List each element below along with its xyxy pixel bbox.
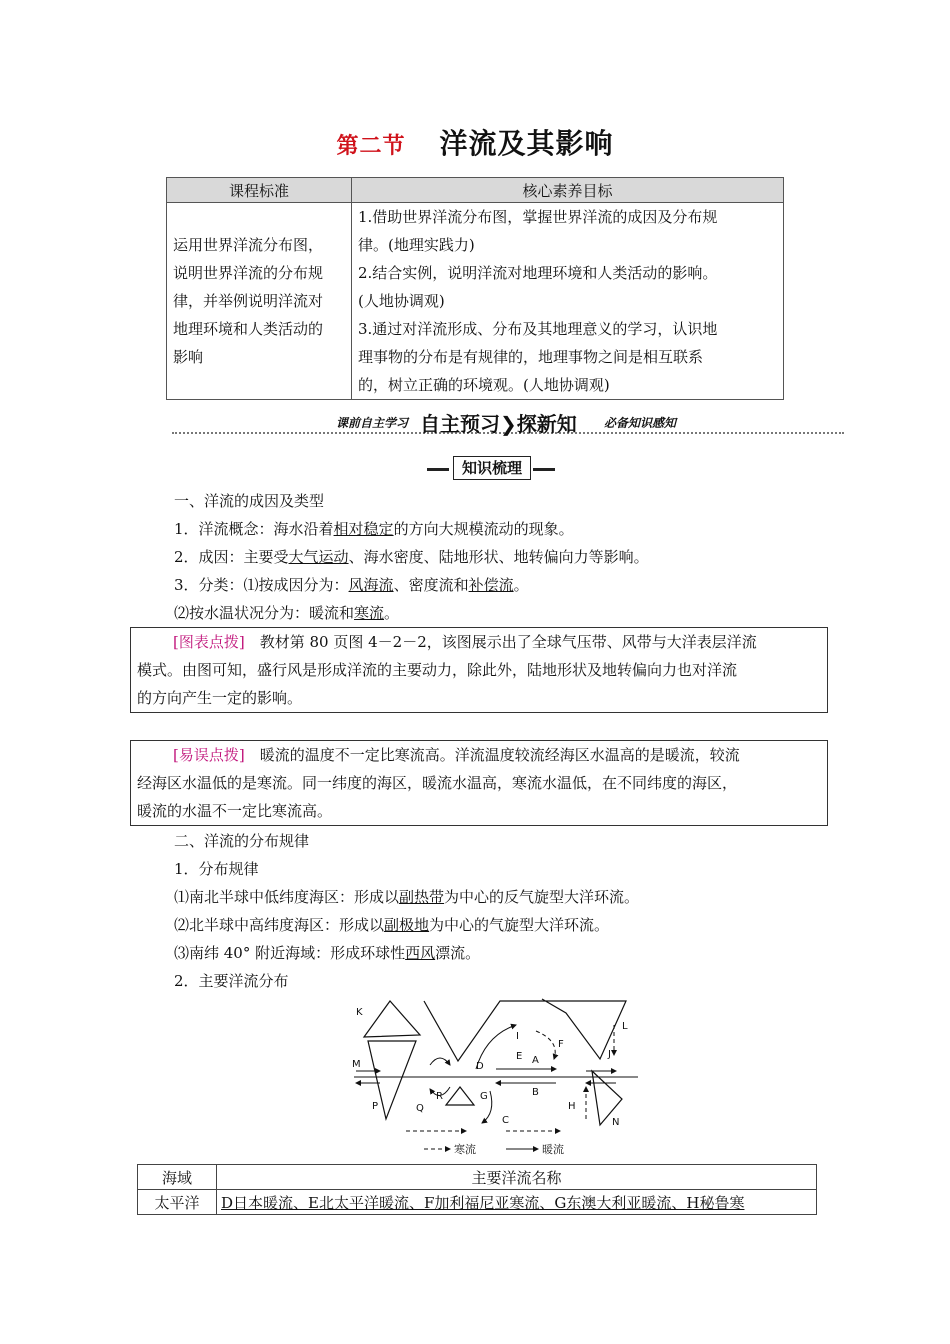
cause-line: 2．成因：主要受大气运动、海水密度、陆地形状、地转偏向力等影响。 (174, 548, 649, 566)
standards-table (166, 177, 784, 400)
standard-line: 说明世界洋流的分布规 (173, 264, 324, 282)
label-p: P (372, 1101, 379, 1112)
label-c: C (502, 1115, 509, 1126)
distribution-subheading: 1．分布规律 (174, 860, 259, 878)
label-k: K (356, 1007, 363, 1018)
current-arrow (536, 1031, 555, 1059)
label-b: B (532, 1087, 539, 1098)
heading-bar-left (427, 468, 449, 471)
standard-line: 运用世界洋流分布图， (173, 236, 324, 254)
legend-warm-label: 暖流 (542, 1143, 564, 1156)
knowledge-heading (427, 456, 557, 480)
chart-tip-line: 模式。由图可知，盛行风是形成洋流的主要动力，除此外，陆地形状及地转偏向力也对洋流 (137, 661, 738, 679)
rule-line-1: ⑴南北半球中低纬度海区：形成以副热带为中心的反气旋型大洋环流。 (174, 888, 640, 906)
section-number: 第二节 (336, 134, 406, 159)
header-region: 海域 (138, 1165, 217, 1190)
table-row (138, 1190, 817, 1215)
currents-cell: D日本暖流、E北太平洋暖流、F加利福尼亚寒流、G东澳大利亚暖流、H秘鲁寒 (217, 1190, 817, 1215)
goal-line: 2.结合实例，说明洋流对地理环境和人类活动的影响。 (358, 264, 718, 282)
goal-line: (人地协调观) (358, 292, 445, 310)
banner-right-text: 必备知识感知 (604, 416, 677, 430)
goal-line: 1.借助世界洋流分布图，掌握世界洋流的成因及分布规 (358, 208, 718, 226)
label-e: E (516, 1051, 523, 1062)
chart-tip-box (130, 627, 828, 713)
label-q: Q (416, 1103, 424, 1114)
goal-line: 的，树立正确的环境观。(人地协调观) (358, 376, 610, 394)
mistake-tip-line: 暖流的水温不一定比寒流高。 (137, 802, 333, 820)
continent-shape (446, 1087, 474, 1105)
header-currents: 主要洋流名称 (217, 1165, 817, 1190)
goal-line: 3.通过对洋流形成、分布及其地理意义的学习，认识地 (358, 320, 718, 338)
page-title (0, 122, 950, 162)
part1-heading: 一、洋流的成因及类型 (174, 492, 325, 510)
banner-left-text: 课前自主学习 (336, 416, 409, 430)
rule-line-3: ⑶南纬 40° 附近海域：形成环球性西风漂流。 (174, 944, 481, 962)
label-f: F (558, 1039, 564, 1050)
continent-shape (364, 1001, 420, 1037)
legend-cold-label: 寒流 (454, 1143, 476, 1156)
goal-line: 律。(地理实践力) (358, 236, 475, 254)
label-i: I (516, 1031, 519, 1042)
goals-text (352, 203, 784, 400)
label-r: R (436, 1091, 443, 1102)
concept-line: 1．洋流概念：海水沿着相对稳定的方向大规模流动的现象。 (174, 520, 574, 538)
region-cell: 太平洋 (138, 1190, 217, 1215)
continent-shape (424, 999, 626, 1061)
header-standard: 课程标准 (167, 178, 352, 203)
standard-line: 律，并举例说明洋流对 (173, 292, 324, 310)
major-currents-subheading: 2．主要洋流分布 (174, 972, 289, 990)
standard-line: 影响 (173, 348, 204, 366)
label-a: A (532, 1055, 539, 1066)
label-j: J (608, 1049, 611, 1060)
mistake-tip-line: 暖流的温度不一定比寒流高。洋流温度较流经海区水温高的是暖流，较流 (259, 746, 740, 764)
chart-tip-line: 教材第 80 页图 4－2－2，该图展示出了全球气压带、风带与大洋表层洋流 (259, 633, 757, 651)
classification-line: 3．分类：⑴按成因分为：风海流、密度流和补偿流。 (174, 576, 529, 594)
mistake-tip-tag: [易误点拨] (173, 746, 245, 764)
heading-bar-right (533, 468, 555, 471)
temperature-line: ⑵按水温状况分为：暖流和寒流。 (174, 604, 400, 622)
label-l: L (622, 1021, 628, 1032)
label-d: D (476, 1061, 484, 1072)
header-goals: 核心素养目标 (352, 178, 784, 203)
mistake-tip-line: 经海区水温低的是寒流。同一纬度的海区，暖流水温高，寒流水温低，在不同纬度的海区， (137, 774, 738, 792)
part2-heading: 二、洋流的分布规律 (174, 832, 310, 850)
goal-line: 理事物的分布是有规律的，地理事物之间是相互联系 (358, 348, 704, 366)
label-h: H (568, 1101, 576, 1112)
knowledge-heading-label: 知识梳理 (453, 456, 531, 480)
standard-text (167, 203, 352, 400)
rule-line-2: ⑵北半球中高纬度海区：形成以副极地为中心的气旋型大洋环流。 (174, 916, 610, 934)
section-title: 洋流及其影响 (439, 127, 614, 160)
chart-tip-tag: [图表点拨] (173, 633, 245, 651)
label-g: G (480, 1091, 488, 1102)
preview-banner (172, 408, 844, 436)
label-n: N (612, 1117, 620, 1128)
label-m: M (352, 1059, 361, 1070)
standard-line: 地理环境和人类活动的 (173, 320, 324, 338)
ocean-currents-table (137, 1164, 817, 1215)
mistake-tip-box (130, 740, 828, 826)
banner-title: 自主预习❯探新知 (420, 412, 577, 436)
ocean-current-diagram (346, 995, 646, 1157)
current-arrow (430, 1058, 450, 1065)
chart-tip-line: 的方向产生一定的影响。 (137, 689, 303, 707)
